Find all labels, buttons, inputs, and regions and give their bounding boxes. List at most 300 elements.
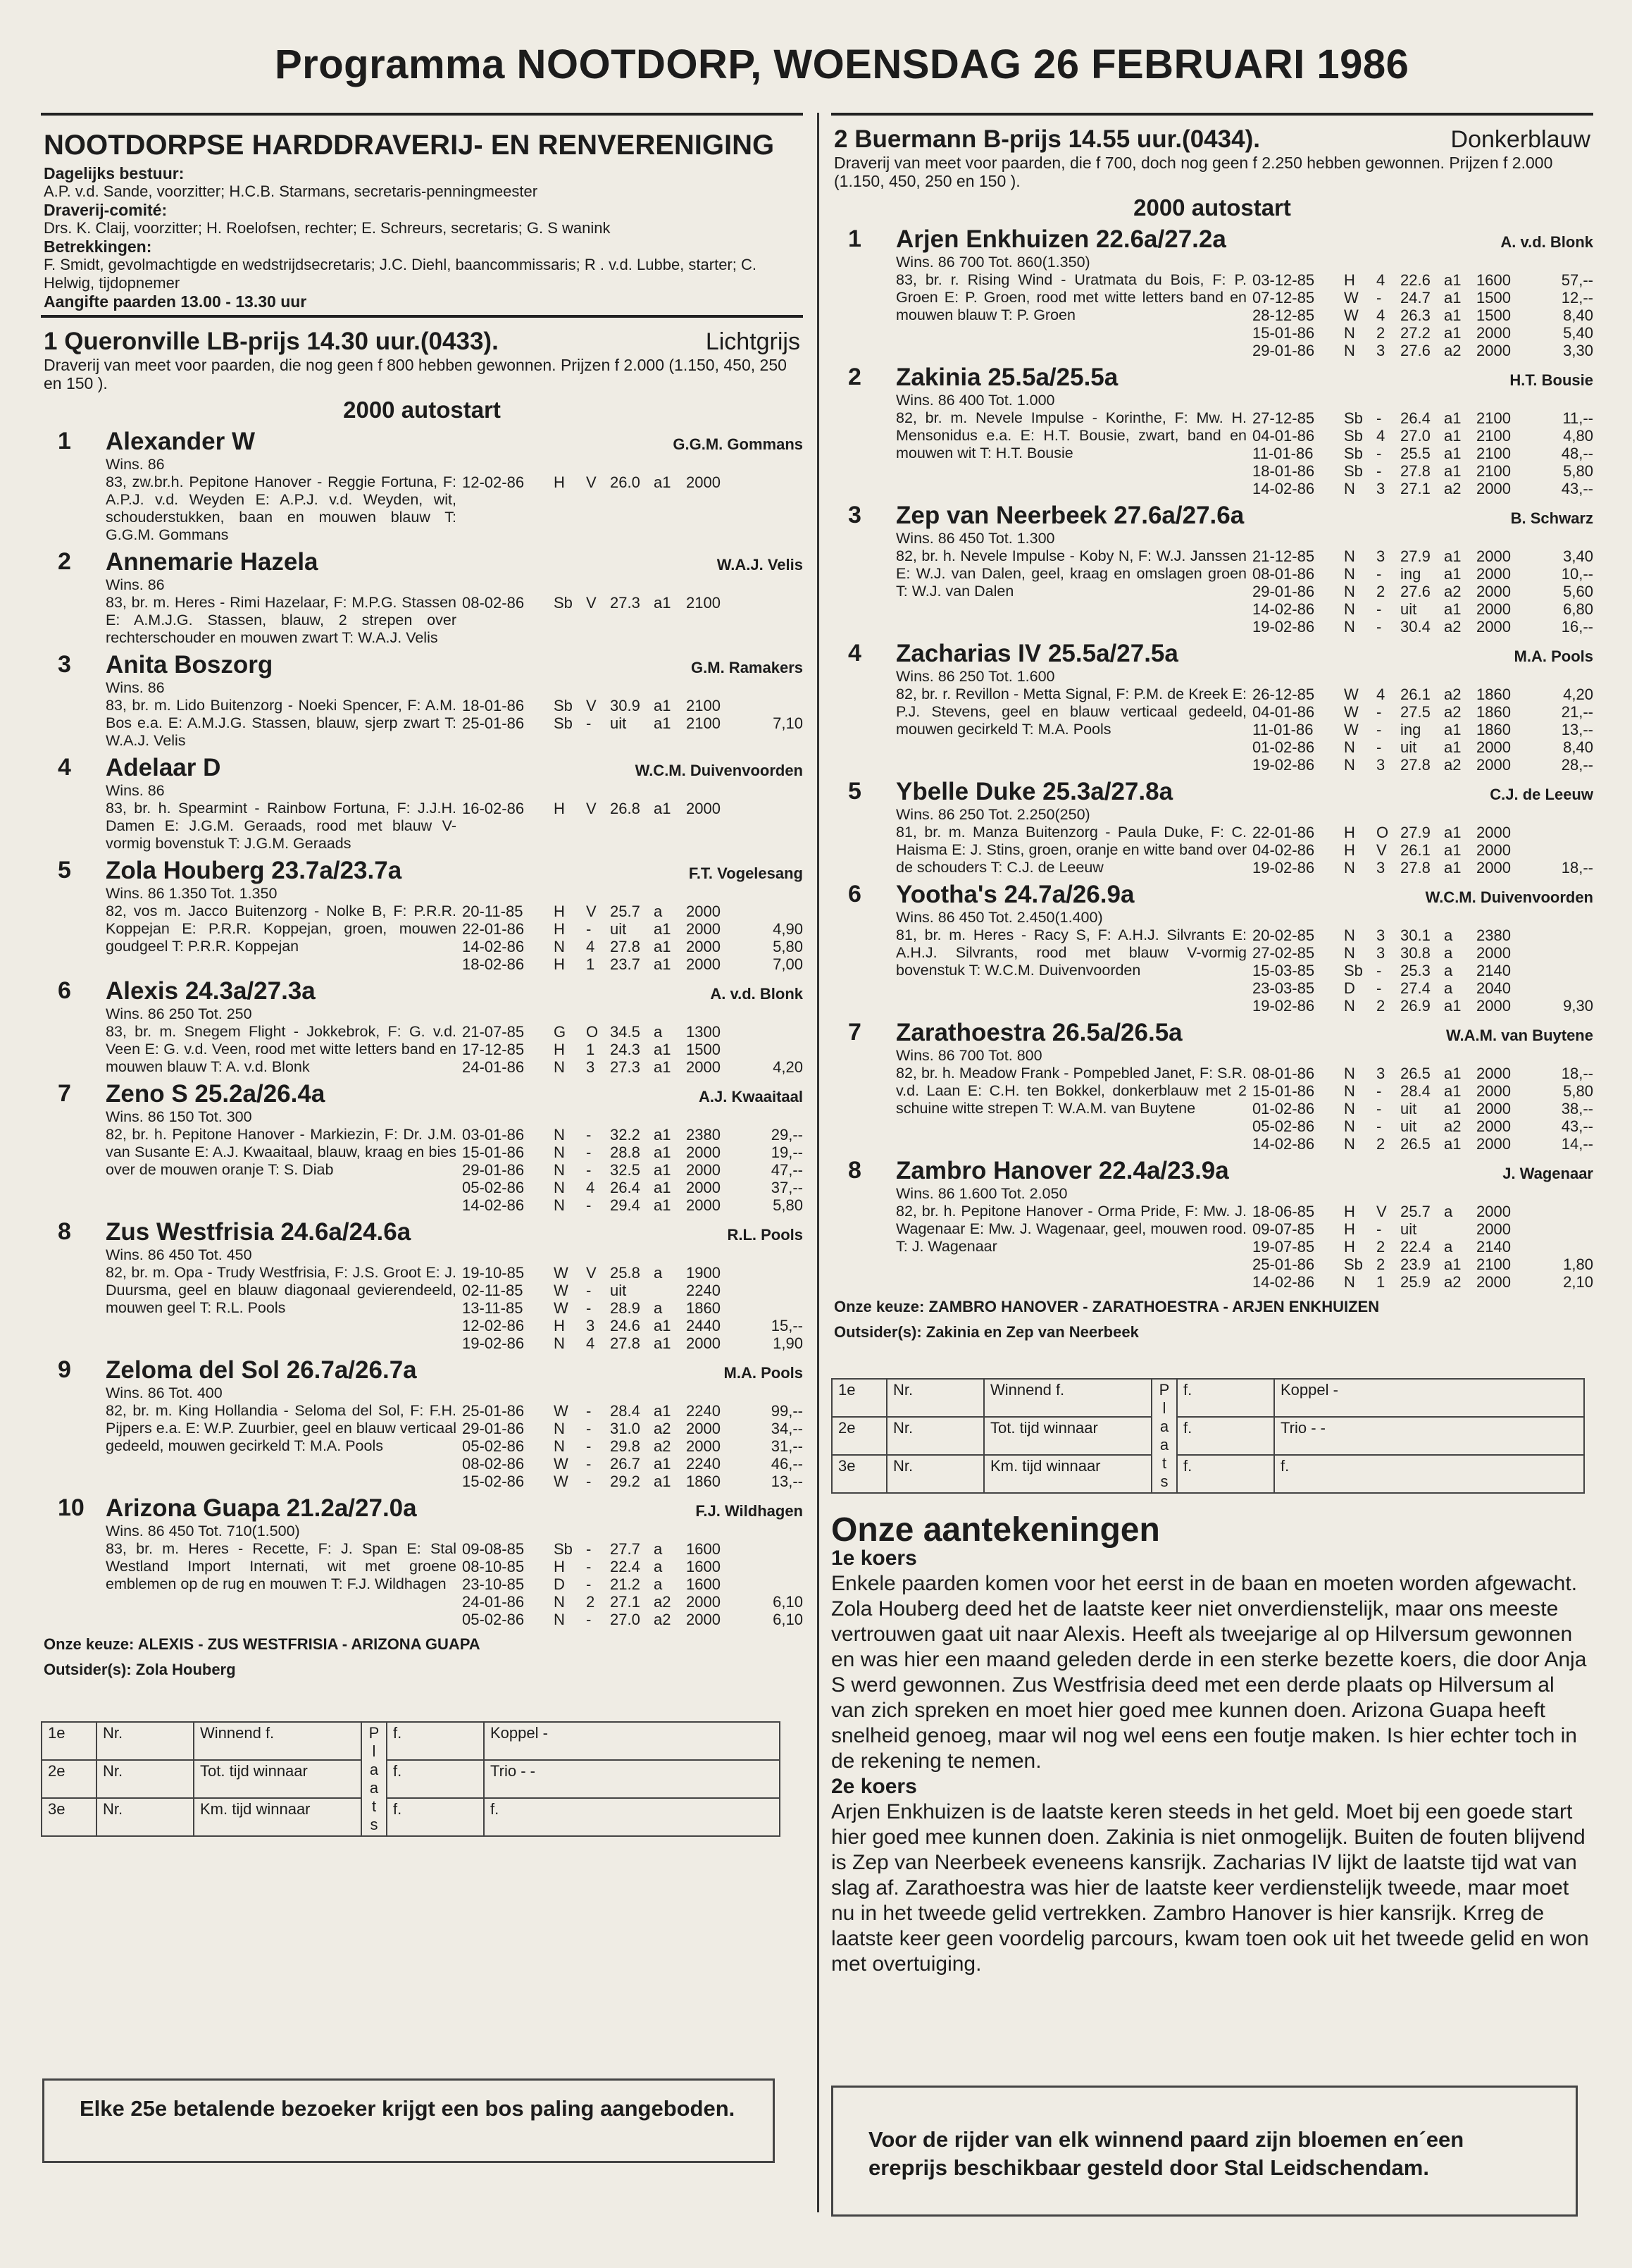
record-cell: H [554,1317,565,1334]
horse-body [106,754,803,853]
record-cell: 25-01-86 [462,714,525,732]
record-cell: a1 [1444,1256,1462,1273]
record-cell: a [654,903,663,920]
record-cell: H [554,920,565,938]
record-cell: 2000 [1476,1220,1511,1238]
record-cell: 1860 [1476,686,1511,703]
horse-details [106,1246,803,1352]
record-cell: a1 [1444,324,1462,342]
record-cell: N [554,1334,565,1352]
record-cell: 3 [1376,927,1385,944]
horse-name: Arizona Guapa 21.2a/27.0a [106,1494,417,1522]
record-cell: 01-02-86 [1252,1100,1315,1117]
record-cell: 4 [586,1179,595,1196]
record-cell: 28.9 [610,1299,640,1317]
record-cell: - [1376,289,1382,306]
record-cell: 27.3 [610,1058,640,1076]
horse-body [106,977,803,1076]
horse-driver: J. Wagenaar [1502,1165,1593,1182]
record-cell: 31,-- [771,1437,803,1455]
record-cell: uit [1400,1100,1417,1117]
race-conditions: Draverij van meet voor paarden, die nog geen f 800 hebben gewonnen. Prijzen f 2.000 (1.150, 450, 250 en 150 ). [44,356,787,392]
race-record [462,1473,803,1490]
record-cell: 28.4 [1400,1082,1431,1100]
records-spacer [462,1005,803,1023]
record-cell [1547,979,1593,997]
result-row [42,1722,780,1760]
record-cell: 10,-- [1561,565,1593,583]
record-cell: Sb [554,594,573,612]
record-cell: 2000 [1476,824,1511,841]
horse-header [106,548,803,576]
record-cell: 32.5 [610,1161,640,1179]
result-table [41,1721,780,1837]
horse-details [106,1108,803,1214]
horse-description [896,530,1247,636]
horse-records [456,885,803,973]
records-spacer [1252,909,1593,927]
records-spacer [462,456,803,473]
association-line: F. Smidt, gevolmachtigde en wedstrijdsecretaris; J.C. Diehl, baancommissaris; R . v.d. Lubbe, starter; C. Helwig, tijdopnemer [44,256,756,292]
record-cell: 14-02-86 [1252,1273,1315,1291]
record-cell: - [1376,962,1382,979]
record-cell: W [554,1455,568,1473]
horse-details [106,1523,803,1628]
record-cell: 14-02-86 [1252,1135,1315,1153]
record-cell: a1 [654,594,671,612]
horse-body [896,502,1593,636]
race-record [462,1317,803,1334]
record-cell: 6,10 [773,1611,803,1628]
record-cell: 38,-- [1561,1100,1593,1117]
record-cell: N [1344,324,1355,342]
race-record [1252,324,1593,342]
record-cell: a1 [1444,721,1462,738]
record-cell: 3 [1376,756,1385,774]
horse-driver: W.C.M. Duivenvoorden [635,762,803,779]
record-cell: W [1344,721,1359,738]
notes-heading: 2e koers [831,1775,917,1798]
horse-winnings: Wins. 86 1.600 Tot. 2.050 [896,1185,1068,1202]
record-cell: 2000 [1476,583,1511,600]
trio-dash: - [1311,1419,1316,1437]
record-cell: 2000 [686,1593,721,1611]
record-cell: 27.8 [1400,756,1431,774]
record-cell: 57,-- [1561,271,1593,289]
record-cell: 5,60 [1563,583,1593,600]
record-cell: 20-11-85 [462,903,523,920]
record-cell: Sb [1344,445,1363,462]
record-cell: 2040 [1476,979,1511,997]
record-cell: a1 [1444,738,1462,756]
result-table [831,1378,1585,1494]
record-cell: O [1376,824,1389,841]
result-row [832,1455,1584,1493]
nr-cell: Nr. [96,1760,194,1798]
race-record [1252,1100,1593,1117]
record-cell: 15-01-86 [1252,324,1315,342]
record-cell: 2,10 [1563,1273,1593,1291]
nr-cell: Nr. [887,1379,984,1417]
record-cell: N [1344,756,1355,774]
record-cell: 20-02-85 [1252,927,1315,944]
horse-driver: M.A. Pools [1514,647,1593,665]
record-cell: 32.2 [610,1126,640,1144]
record-cell: a2 [1444,756,1462,774]
record-cell: 14-02-86 [1252,480,1315,497]
record-cell: 13-11-85 [462,1299,523,1317]
record-cell: V [1376,841,1387,859]
place-cell: 3e [42,1798,96,1836]
horse-records [1247,392,1593,497]
record-cell: - [1376,1220,1382,1238]
race-record [1252,997,1593,1015]
race-record [462,1282,803,1299]
record-cell: 2000 [1476,997,1511,1015]
race-record [1252,1273,1593,1291]
record-cell: 27-02-85 [1252,944,1315,962]
horse-driver: G.G.M. Gommans [673,435,803,453]
horse-entry [831,364,1593,497]
record-cell: W [554,1264,568,1282]
race-record [1252,1082,1593,1100]
race-record [1252,927,1593,944]
record-cell: 08-02-86 [462,1455,525,1473]
record-cell: 04-01-86 [1252,703,1315,721]
record-cell: 1500 [686,1041,721,1058]
record-cell: a1 [654,955,671,973]
record-cell: a1 [654,938,671,955]
record-cell: 2100 [1476,445,1511,462]
record-cell: 2 [1376,1135,1385,1153]
record-cell: - [1376,462,1382,480]
horse-winnings: Wins. 86 150 Tot. 300 [106,1108,252,1125]
horse-number: 9 [58,1356,71,1383]
record-cell: a2 [654,1437,671,1455]
horse-entry [41,1218,803,1352]
record-cell: a1 [654,1041,671,1058]
race-record [1252,1256,1593,1273]
record-cell: V [1376,1203,1387,1220]
record-cell: 21.2 [610,1575,640,1593]
record-cell: 2000 [1476,547,1511,565]
record-cell: 3 [1376,1065,1385,1082]
record-cell: a1 [654,697,671,714]
horse-winnings: Wins. 86 400 Tot. 1.000 [896,392,1055,409]
race-record [1252,445,1593,462]
record-cell [1547,824,1593,841]
horse-name: Anita Boszorg [106,651,273,678]
record-cell: V [586,903,597,920]
record-cell: 26.8 [610,800,640,817]
amount-cell: f. [1177,1379,1274,1417]
record-cell: 14-02-86 [1252,600,1315,618]
race-record [1252,686,1593,703]
horse-winnings: Wins. 86 250 Tot. 1.600 [896,668,1055,685]
extra-cell [1274,1417,1584,1455]
horse-records [456,782,803,853]
horse-pedigree: 83, br. m. Snegem Flight - Jokkebrok, F: G. v.d. Veen E: G. v.d. Veen, rood met witte letters band en mouwen blauw T: A. v.d. Blonk [106,1023,456,1075]
horse-records [1247,668,1593,774]
horse-pedigree: 82, br. m. Opa - Trudy Westfrisia, F: J.S. Groot E: J. Duursma, geel en blauw diagonaal gevierendeeld, mouwen geel T: R.L. Pools [106,1264,456,1316]
records-spacer [1252,806,1593,824]
record-cell: 2000 [686,1058,721,1076]
horse-description [896,254,1247,359]
record-cell [756,1558,803,1575]
record-cell: 24.7 [1400,289,1431,306]
record-cell: N [1344,997,1355,1015]
record-cell: N [1344,1273,1355,1291]
horse-pedigree: 82, br. h. Pepitone Hanover - Orma Pride, F: Mw. J. Wagenaar E: Mw. J. Wagenaar, geel, mouwen rood. T: J. Wagenaar [896,1203,1247,1255]
record-cell: 5,40 [1563,324,1593,342]
record-cell: 2000 [686,1196,721,1214]
race-record [1252,618,1593,636]
record-cell: 18,-- [1561,1065,1593,1082]
record-cell: 2100 [686,594,721,612]
horse-header [896,640,1593,668]
horse-name: Zeno S 25.2a/26.4a [106,1080,325,1108]
record-cell: 2000 [686,1334,721,1352]
horse-description [896,909,1247,1015]
record-cell: a1 [654,800,671,817]
horse-entry [831,1157,1593,1291]
record-cell: a1 [1444,841,1462,859]
record-cell: 08-01-86 [1252,1065,1315,1082]
notes-heading: 1e koers [831,1547,917,1570]
record-cell: 26.3 [1400,306,1431,324]
record-cell: 2 [1376,997,1385,1015]
record-cell: 15-02-86 [462,1473,525,1490]
record-cell [756,1264,803,1282]
record-cell: 2000 [686,800,721,817]
record-cell: N [1344,738,1355,756]
horse-number: 2 [848,364,861,390]
record-cell: - [586,1161,592,1179]
record-cell: 2000 [686,1144,721,1161]
record-cell: 19,-- [771,1144,803,1161]
record-cell: - [1376,565,1382,583]
race-header [44,328,800,356]
record-cell: 16-02-86 [462,800,525,817]
record-cell: a1 [1444,997,1462,1015]
record-cell: a1 [1444,462,1462,480]
record-cell: a [1444,1238,1453,1256]
record-cell [756,1540,803,1558]
record-cell: - [586,1196,592,1214]
record-cell: 3 [1376,342,1385,359]
record-cell: 8,40 [1563,306,1593,324]
record-cell: 28.8 [610,1144,640,1161]
record-cell: a1 [1444,271,1462,289]
association-line: A.P. v.d. Sande, voorzitter; H.C.B. Starmans, secretaris-penningmeester [44,182,538,200]
horse-description [106,576,456,647]
amount-cell: f. [387,1760,484,1798]
horse-number: 10 [58,1494,85,1521]
record-cell: 19-02-86 [462,1334,525,1352]
horse-driver: F.T. Vogelesang [688,865,803,882]
horse-winnings: Wins. 86 [106,576,165,593]
record-cell: 2000 [686,938,721,955]
record-cell: 23.9 [1400,1256,1431,1273]
horse-name: Yootha's 24.7a/26.9a [896,881,1135,908]
record-cell: N [554,1420,565,1437]
record-cell: 2000 [686,920,721,938]
record-cell: a1 [654,714,671,732]
record-cell: 4,90 [773,920,803,938]
record-cell: 08-10-85 [462,1558,525,1575]
records-spacer [462,1246,803,1264]
race-record [1252,565,1593,583]
record-cell: 30.4 [1400,618,1431,636]
record-cell: a1 [1444,824,1462,841]
race-title: 1 Queronville LB-prijs 14.30 uur.(0433). [44,328,499,355]
record-cell: N [1344,342,1355,359]
record-cell: a [1444,962,1453,979]
record-cell: - [1376,445,1382,462]
record-cell: 25.7 [1400,1203,1431,1220]
record-cell: 27.4 [1400,979,1431,997]
record-cell: 22.4 [610,1558,640,1575]
record-cell: a [1444,927,1453,944]
horse-driver: H.T. Bousie [1509,371,1593,389]
record-cell: N [554,1126,565,1144]
records-spacer [1252,530,1593,547]
race-record [1252,979,1593,997]
record-cell: 2240 [686,1402,721,1420]
race-record [1252,1238,1593,1256]
record-cell: 2000 [1476,1065,1511,1082]
record-cell: 2000 [686,1420,721,1437]
horse-records [1247,254,1593,359]
record-cell: 29-01-86 [1252,342,1315,359]
horse-name: Arjen Enkhuizen 22.6a/27.2a [896,225,1226,253]
record-cell: 26.1 [1400,841,1431,859]
record-cell: 03-12-85 [1252,271,1315,289]
horse-details [106,1005,803,1076]
record-cell: 2000 [1476,944,1511,962]
record-cell: 30.9 [610,697,640,714]
trio-label: Trio [1281,1419,1307,1437]
record-cell: 3,40 [1563,547,1593,565]
race-record [1252,1135,1593,1153]
record-cell: 2000 [686,1611,721,1628]
horse-number: 2 [58,548,71,575]
record-cell: 08-02-86 [462,594,525,612]
race-record [462,594,803,612]
record-cell: 25.8 [610,1264,640,1282]
record-cell: 2000 [1476,600,1511,618]
record-cell: N [554,1161,565,1179]
record-cell: - [586,714,592,732]
record-cell: 07-12-85 [1252,289,1315,306]
record-cell: 2000 [1476,859,1511,876]
horse-header [896,778,1593,806]
record-cell: a2 [1444,480,1462,497]
horse-details [106,782,803,853]
record-cell: 14-02-86 [462,1196,525,1214]
record-cell: N [1344,480,1355,497]
record-cell: 15,-- [771,1317,803,1334]
record-cell: 48,-- [1561,445,1593,462]
horse-number: 7 [58,1080,71,1107]
association-line: Betrekkingen: [44,237,152,256]
horse-pedigree: 81, br. m. Manza Buitenzorg - Paula Duke, F: C. Haisma E: J. Stins, groen, oranje en witte band over de schouders T: C.J. de Leeuw [896,824,1247,876]
record-cell: - [586,1144,592,1161]
horse-name: Alexis 24.3a/27.3a [106,977,316,1005]
record-cell: a1 [1444,1135,1462,1153]
record-cell: 17-12-85 [462,1041,525,1058]
record-cell: 05-02-86 [1252,1117,1315,1135]
horse-winnings: Wins. 86 450 Tot. 710(1.500) [106,1523,300,1539]
horse-records [1247,1185,1593,1291]
horse-description [896,392,1247,497]
record-cell: Sb [1344,462,1363,480]
record-cell: 7,10 [773,714,803,732]
record-cell: H [554,1558,565,1575]
horse-body [106,857,803,973]
horse-number: 6 [848,881,861,907]
record-cell: 29.2 [610,1473,640,1490]
horse-number: 8 [848,1157,861,1184]
race-record [462,800,803,817]
race-record [462,1575,803,1593]
race-record [462,1058,803,1076]
record-cell: - [586,1126,592,1144]
record-cell: W [554,1402,568,1420]
record-cell: 27.9 [1400,547,1431,565]
record-cell: 12-02-86 [462,473,525,491]
record-cell: N [1344,547,1355,565]
amount-cell: f. [387,1798,484,1836]
horse-number: 5 [848,778,861,805]
record-cell: 11-01-86 [1252,445,1314,462]
horse-details [896,530,1593,636]
race-record [1252,462,1593,480]
horse-header [106,651,803,679]
horse-description [106,1384,456,1490]
race-record [1252,703,1593,721]
record-cell: 1600 [686,1558,721,1575]
eel-notice-box [42,2078,775,2163]
record-cell: a [654,1540,663,1558]
horse-name: Zarathoestra 26.5a/26.5a [896,1019,1183,1046]
record-cell: N [1344,583,1355,600]
association-line: Draverij-comité: [44,201,168,219]
record-cell: 23-03-85 [1252,979,1315,997]
record-cell [654,1282,686,1299]
record-cell: 2140 [1476,962,1511,979]
record-cell: 19-10-85 [462,1264,525,1282]
record-cell: 2000 [686,473,721,491]
record-cell: 18-06-85 [1252,1203,1315,1220]
race-record [462,1540,803,1558]
record-cell: 29-01-86 [462,1161,525,1179]
record-cell: 1,90 [773,1334,803,1352]
horse-header [106,754,803,782]
record-cell: 4,80 [1563,427,1593,445]
record-cell: W [554,1282,568,1299]
record-cell: 2100 [1476,462,1511,480]
horse-entry [831,1019,1593,1153]
records-spacer [462,679,803,697]
record-cell: 19-07-85 [1252,1238,1315,1256]
record-cell: 9,30 [1563,997,1593,1015]
record-cell: 2000 [1476,324,1511,342]
record-cell: 2000 [1476,1203,1511,1220]
horse-winnings: Wins. 86 250 Tot. 250 [106,1005,252,1022]
race-record [1252,427,1593,445]
record-cell: 25.5 [1400,445,1431,462]
